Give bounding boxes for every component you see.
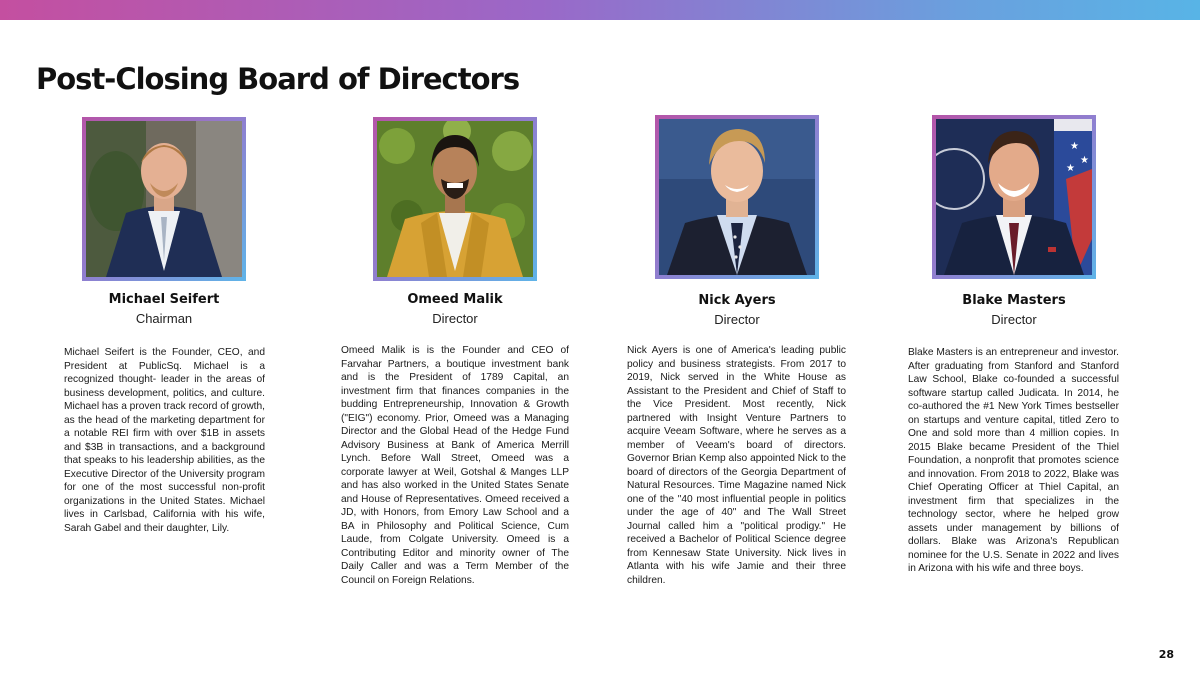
director-role: Director bbox=[991, 312, 1037, 327]
photo-frame bbox=[82, 117, 246, 281]
director-photo bbox=[377, 121, 533, 277]
page-number: 28 bbox=[1158, 648, 1174, 661]
svg-text:★: ★ bbox=[1070, 141, 1079, 152]
director-name: Nick Ayers bbox=[698, 293, 776, 308]
svg-text:★: ★ bbox=[1066, 163, 1075, 174]
director-name: Omeed Malik bbox=[407, 292, 503, 307]
top-gradient-bar bbox=[0, 0, 1200, 20]
director-role: Director bbox=[432, 311, 478, 326]
director-bio: Omeed Malik is is the Founder and CEO of Farvahar Partners, a boutique investment bank and is the President of 1789 Capital, an investment firm that finances companies in the budding Entrepreneurship, Innovation & Growth ("EIG") economy. Prior, Omeed was a Managing Director and the Global Head of the Hedge Fund Advisory Business at Bank of America Merrill Lynch. Before Wall Street, Omeed was a corporate lawyer at Weil, Gotshal & Manges LLP and has also worked in the United States Senate and House of Representatives. Omeed received a JD, with Honors, from Emory Law School and a BA in Philosophy and Political Science, Cum Laude, from Colgate University. Omeed is a Contributing Editor and minority owner of The Daily Caller and was a Term Member of the Council on Foreign Relations. bbox=[341, 345, 569, 586]
director-photo bbox=[86, 121, 242, 277]
page-title: Post-Closing Board of Directors bbox=[36, 62, 520, 96]
director-role: Chairman bbox=[135, 311, 193, 326]
director-photo bbox=[936, 119, 1092, 275]
director-role: Director bbox=[714, 312, 760, 327]
photo-frame bbox=[655, 115, 819, 279]
director-name: Michael Seifert bbox=[108, 292, 220, 307]
photo-frame bbox=[373, 117, 537, 281]
director-bio: Nick Ayers is one of America's leading public policy and business strategists. From 2017 to 2019, Nick served in the White House as Assistant to the President and Chief of Staff to the Vice President. Most recently, Nick partnered with Insight Venture Partners to acquire Veeam Software, where he serves as a member of Veeam's board of directors. Governor Brian Kemp also appointed Nick to the board of directors of the Georgia Department of Natural Resources. Time Magazine named Nick one of the "40 most influential people in politics under the age of 40" and The Wall Street Journal called him a "political prodigy." He received a Bachelor of Political Science degree from Kennesaw State University. Nick lives in Atlanta with his wife Jamie and their three children. bbox=[627, 345, 846, 586]
director-name: Blake Masters bbox=[962, 293, 1066, 308]
director-bio: Michael Seifert is the Founder, CEO, and President at PublicSq. Michael is a recognized thought- leader in the areas of business development, politics, and culture. Michael has a proven track record of growth, as the head of the marketing department for a notable REI firm with over $1B in assets and $3B in transactions, and a background that speaks to his leadership abilities, as the Executive Director of the University program for one of the most successful non-profit organizations in the United States. Michael lives in Carlsbad, California with his wife, Sarah Gabel and their daughter, Lily. bbox=[64, 347, 266, 534]
svg-text:★: ★ bbox=[1080, 155, 1089, 166]
photo-frame bbox=[932, 115, 1096, 279]
director-photo bbox=[659, 119, 815, 275]
director-bio: Blake Masters is an entrepreneur and investor. After graduating from Stanford and Stanford Law School, Blake co-founded a successful software startup called Judicata. In 2014, he co-authored the #1 New York Times bestseller on startups and venture capital, titled Zero to One and sold more than 4 million copies. In 2015 Blake became President of the Thiel Foundation, a nonprofit that promotes science and innovation. From 2018 to 2022, Blake was Chief Operating Officer at Thiel Capital, an investment firm that specializes in the technology sector, where he helped grow assets under management by billions of dollars. Blake was Arizona's Republican nominee for the U.S. Senate in 2022 and lives in Arizona with his wife and three boys. bbox=[908, 347, 1119, 574]
